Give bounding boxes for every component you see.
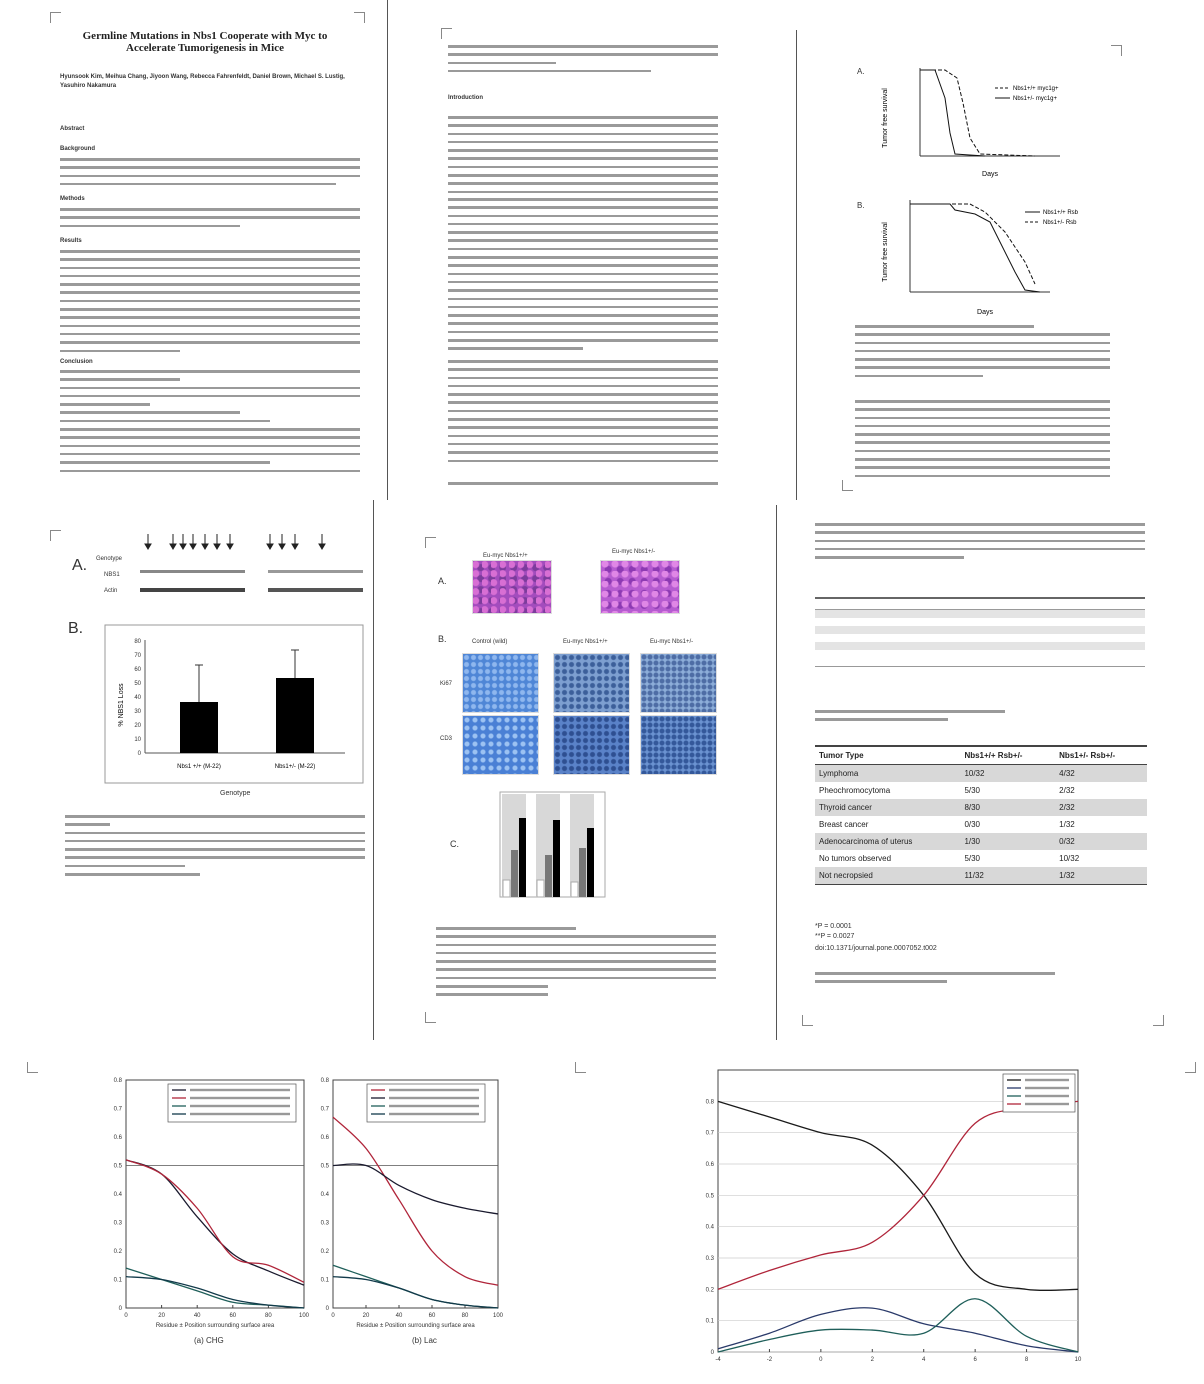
paper-title: Germline Mutations in Nbs1 Cooperate with Myc to Accelerate Tumorigenesis in Mice [82,30,328,54]
legend-text-placeholder [190,1097,290,1099]
x-tick-label: 20 [362,1313,370,1319]
introduction-heading: Introduction [448,95,483,101]
x-tick-label: 100 [492,1313,504,1319]
chart-caption: (a) CHG [194,1336,224,1345]
y-tick-label: 0.4 [113,1192,122,1198]
y-tick-label: 0.6 [320,1135,329,1141]
y-tick-label: 0.5 [113,1163,122,1170]
panel-b-label: B. [68,620,84,637]
survival-chart-b [875,192,1175,322]
table-row: Not necropsied 11/32 1/32 [815,867,1147,884]
page-divider [796,30,797,500]
he-stain-image [472,560,552,614]
y-tick-label: 0 [325,1306,329,1312]
blot-row-label: NBS1 [104,572,120,578]
text-block [448,116,718,207]
crop-mark [842,480,853,491]
legend-text-placeholder [1025,1095,1069,1097]
y-tick-label: 0.1 [705,1318,714,1325]
svg-text:60: 60 [134,667,141,673]
y-axis-label: Tumor free survival [882,222,889,282]
row-label: Ki67 [440,681,453,687]
crop-mark [802,1015,813,1026]
svg-text:80: 80 [134,639,141,645]
bar-wt [180,702,218,753]
legend-text-placeholder [1025,1087,1069,1089]
y-tick-label: 0.8 [113,1078,122,1084]
page-3-survival [800,0,1204,500]
x-tick-label: 0 [331,1313,335,1319]
blot-row-label: Actin [104,588,118,594]
y-tick-label: 0.2 [705,1287,714,1294]
x-tick-label: 0 [819,1357,823,1363]
y-tick-label: 0.1 [320,1277,329,1284]
legend-text-placeholder [389,1113,479,1115]
ihc-stain-image [462,653,539,713]
panel-c-label: C. [450,839,459,849]
text-block [448,198,718,356]
text-block [448,482,718,490]
crop-mark [354,12,365,23]
y-tick-label: 0.5 [705,1193,714,1200]
page-5-histology [380,515,725,1035]
table-row: Adenocarcinoma of uterus 1/30 0/32 [815,833,1147,850]
legend-text-placeholder [389,1089,479,1091]
bar-het [276,678,314,753]
x-tick-label: 10 [1074,1357,1082,1363]
y-tick-label: 0 [118,1306,122,1312]
chart-caption: (b) Lac [412,1336,437,1345]
crop-mark [441,28,452,39]
figure-caption [855,325,1110,383]
survival-curve-het [920,70,985,156]
survival-curve-het [910,204,1035,284]
x-tick-label: -4 [715,1357,721,1363]
text-block [60,370,360,478]
legend-text-placeholder [1025,1103,1069,1105]
legend-item: Nbs1+/- Rsb [1043,220,1077,226]
y-tick-label: 0.5 [320,1163,329,1170]
table-row: Thyroid cancer 8/30 2/32 [815,799,1147,816]
table-doi: doi:10.1371/journal.pone.0007052.t002 [815,945,937,952]
abstract-heading: Abstract [60,126,85,132]
text-block [855,400,1110,483]
category-label: Nbs1+/- (M-22) [274,764,316,770]
x-tick-label: 40 [395,1313,403,1319]
x-axis-label: Residue ± Position surrounding surface area [155,1323,275,1329]
svg-text:50: 50 [134,681,141,687]
x-tick-label: 20 [158,1313,165,1319]
text-block [448,360,718,468]
table-1-mini [815,597,1145,687]
legend-text-placeholder [190,1089,290,1091]
y-tick-label: 0.6 [113,1135,122,1141]
crop-mark [425,1012,436,1023]
table-caption [815,710,1005,727]
table-note: **P = 0.0027 [815,933,855,940]
y-tick-label: 0 [710,1350,714,1356]
line-chart-large [690,1062,1090,1377]
x-tick-label: 2 [870,1357,874,1363]
text-block [448,45,718,78]
tumor-table [815,747,1147,884]
y-tick-label: 0.4 [320,1192,329,1198]
x-axis-label: Residue ± Position surrounding surface area [356,1323,475,1329]
quantification-bar-chart [490,790,615,915]
legend-text-placeholder [1025,1079,1069,1081]
text-block [60,208,360,233]
y-tick-label: 0.3 [705,1256,714,1262]
y-tick-label: 0.3 [113,1220,122,1227]
y-tick-label: 0.6 [705,1162,714,1168]
column-label: Control (wild) [472,639,508,645]
line-chart-lac [305,1072,505,1329]
x-tick-label: 80 [265,1313,272,1319]
page-1-title [30,0,385,500]
column-label: Eu-myc Nbs1+/- [612,549,656,555]
legend-item: Nbs1+/+ Rsb [1043,210,1079,216]
nbs1-loss-bar-chart [105,625,365,785]
table-header: Nbs1+/- Rsb+/- [1055,747,1147,765]
panel-a-label: A. [72,557,88,574]
x-tick-label: 0 [124,1313,128,1319]
x-axis-label: Genotype [220,790,251,797]
svg-text:30: 30 [134,709,141,715]
crop-mark [1111,45,1122,56]
page-4-blot [30,515,370,1035]
x-tick-label: 100 [298,1313,310,1319]
text-block [60,250,360,358]
page-divider [776,505,777,1040]
svg-text:70: 70 [134,653,141,659]
x-tick-label: -2 [766,1357,773,1363]
legend-item: Nbs1+/+ myc1g+ [1013,86,1059,92]
table-header: Nbs1+/+ Rsb+/- [960,747,1055,765]
tumor-type-table [815,745,1147,885]
y-tick-label: 0.2 [320,1249,329,1255]
table-note: *P = 0.0001 [815,923,852,930]
panel-b-label: B. [438,634,447,644]
table-header: Tumor Type [815,747,960,765]
y-tick-label: 0.4 [705,1224,714,1231]
column-label: Eu-myc Nbs1+/+ [483,553,528,559]
x-tick-label: 4 [922,1357,926,1363]
survival-curve-wt [910,204,1040,292]
y-tick-label: 0.1 [113,1277,122,1284]
ihc-stain-image [640,715,717,775]
svg-text:20: 20 [134,723,141,729]
he-stain-image [600,560,680,614]
category-label: Nbs1 +/+ (M-22) [177,764,221,770]
crop-mark [575,1062,586,1073]
table-row: Pheochromocytoma 5/30 2/32 [819,786,1075,795]
x-tick-label: 60 [428,1313,436,1319]
panel-b-label: B. [857,201,865,210]
table-row: No tumors observed 5/30 10/32 [819,854,1080,863]
ihc-stain-image [553,715,630,775]
table-row: Breast cancer 0/30 1/32 [819,820,1075,829]
y-tick-label: 0.8 [705,1099,714,1106]
methods-heading: Methods [60,196,85,202]
y-tick-label: 0.3 [320,1220,329,1227]
survival-chart-a [875,58,1135,188]
text-block [815,523,1145,564]
page-2-introduction [396,0,741,500]
panel-a-label: A. [857,67,865,76]
x-tick-label: 6 [973,1357,977,1363]
crop-mark [1153,1015,1164,1026]
crop-mark [27,1062,38,1073]
line-chart-chg [98,1072,310,1329]
page-divider [387,0,388,500]
page-6-tables [790,515,1204,1035]
results-heading: Results [60,238,82,244]
ihc-stain-image [462,715,539,775]
row-label: CD3 [440,736,453,742]
y-tick-label: 0.7 [113,1106,122,1113]
survival-curve-wt [920,70,1035,156]
x-axis-label: Days [977,309,993,316]
figure-caption [436,927,716,1002]
x-tick-label: 40 [193,1313,201,1319]
blot-row-label: Genotype [96,556,123,562]
legend-text-placeholder [389,1105,479,1107]
western-blot [140,530,370,610]
text-block [60,158,360,191]
panel-a-label: A. [438,576,447,586]
crop-mark [50,530,61,541]
y-tick-label: 0.8 [320,1078,329,1084]
page-divider [373,500,374,1040]
legend-text-placeholder [389,1097,479,1099]
crop-mark [1185,1062,1196,1073]
y-axis-label: Tumor free survival [882,88,889,148]
table-row: Lymphoma 10/32 4/32 [815,765,1147,783]
ihc-stain-image [553,653,630,713]
background-heading: Background [60,146,96,152]
conclusion-heading: Conclusion [60,359,93,365]
y-tick-label: 0.7 [320,1106,329,1113]
x-axis-label: Days [982,171,998,178]
paper-authors: Hyunsook Kim, Meihua Chang, Jiyoon Wang, Rebecca Fahrenfeldt, Daniel Brown, Michael S. Lustig, Yasuhiro Nakamura [60,74,345,89]
legend-text-placeholder [190,1113,290,1115]
table-caption [815,972,1055,989]
column-label: Eu-myc Nbs1+/- [650,639,694,645]
legend-text-placeholder [190,1105,290,1107]
x-tick-label: 60 [229,1313,237,1319]
column-label: Eu-myc Nbs1+/+ [563,639,608,645]
crop-mark [425,537,436,548]
y-tick-label: 0.2 [113,1249,122,1255]
y-tick-label: 0.7 [705,1130,714,1137]
x-tick-label: 8 [1024,1357,1029,1363]
x-tick-label: 80 [461,1313,469,1319]
crop-mark [50,12,61,23]
y-axis-label: % NBS1 Loss [118,683,125,727]
svg-text:0: 0 [137,751,141,757]
figure-caption [65,815,365,881]
legend-item: Nbs1+/- myc1g+ [1013,96,1058,102]
ihc-stain-image [640,653,717,713]
svg-text:40: 40 [134,695,141,701]
svg-text:10: 10 [134,737,141,743]
